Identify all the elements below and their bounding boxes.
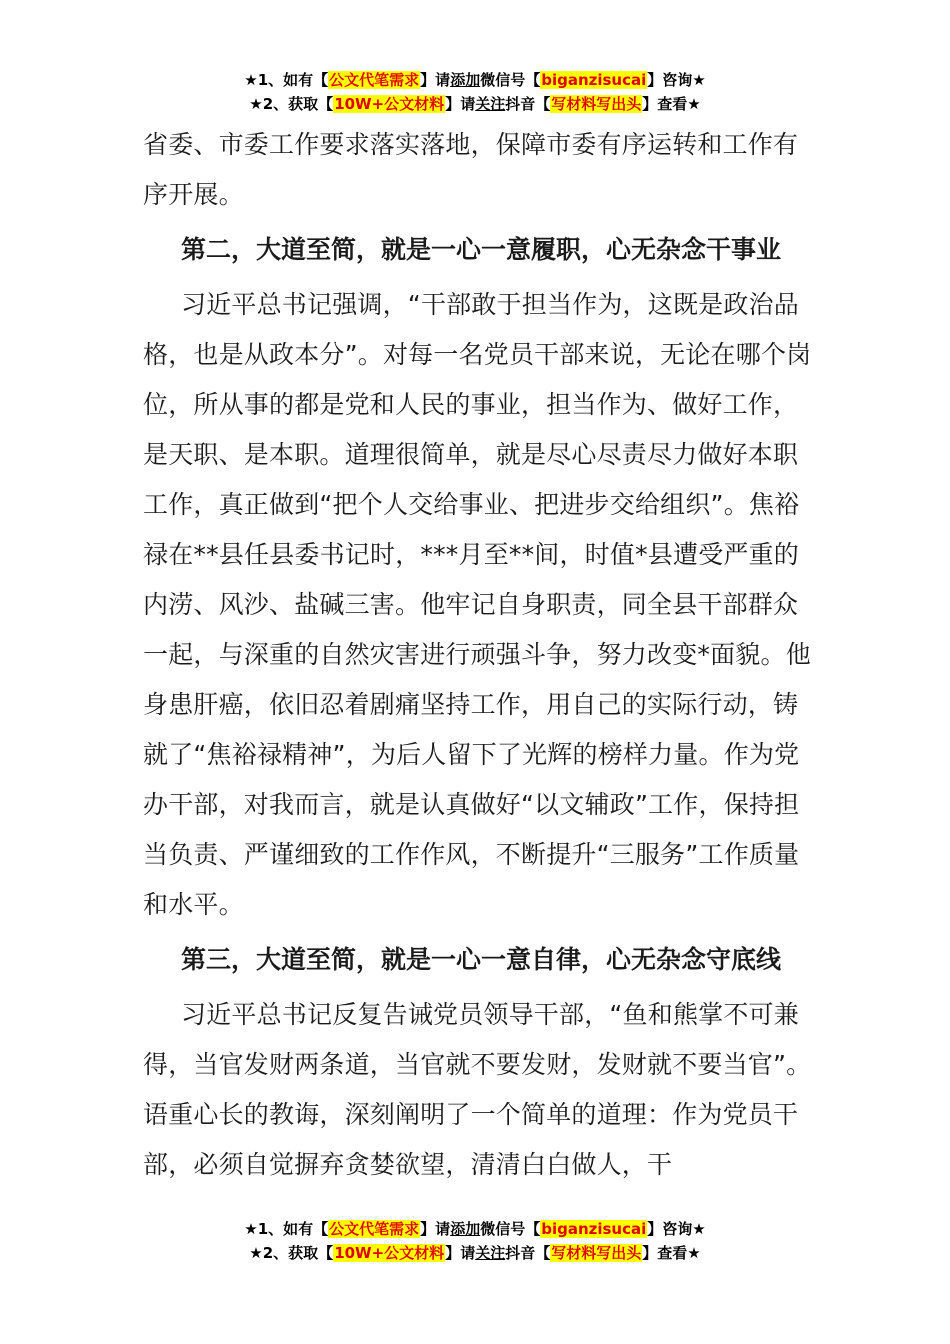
paragraph-2: 习近平总书记强调，“干部敢于担当作为，这既是政治品格，也是从政本分”。对每一名党员干部来说，无论在哪个岗位，所从事的都是党和人民的事业，担当作为、做好工作，是天职、是本职。道理很简单，就是尽心尽责尽力做好本职工作，真正做到“把个人交给事业、把进步交给组织”。焦裕禄在**县任县委书记时，***月至**间，时值*县遭受严重的内涝、风沙、盐碱三害。他牢记自身职责，同全县干部群众一起，与深重的自然灾害进行顽强斗争，努力改变*面貌。他身患肝癌，依旧忍着剧痛坚持工作，用自己的实际行动，铸就了“焦裕禄精神”，为后人留下了光辉的榜样力量。作为党办干部，对我而言，就是认真做好“以文辅政”工作，保持担当负责、严谨细致的工作作风，不断提升“三服务”工作质量和水平。 [143, 290, 812, 919]
wechat-id-highlight: biganzisucai [541, 1220, 647, 1238]
section-heading-3: 第三，大道至简，就是一心一意自律，心无杂念守底线 [181, 945, 782, 974]
banner-text: 】请 [420, 71, 451, 89]
banner-text: ★1、如有【 [244, 1220, 329, 1238]
banner-highlight: 公文代笔需求 [329, 1220, 420, 1238]
top-banner [0, 68, 950, 116]
banner-text: 】请 [420, 1220, 451, 1238]
banner-text: ★1、如有【 [244, 71, 329, 89]
banner-line-2 [0, 1241, 950, 1265]
banner-underline: 关注 [475, 95, 506, 113]
banner-text: 微信号【 [480, 1220, 541, 1238]
paragraph-intro: 省委、市委工作要求落实落地，保障市委有序运转和工作有序开展。 [143, 130, 799, 209]
banner-text: ★2、获取【 [249, 95, 334, 113]
banner-text: 】请 [445, 1244, 476, 1262]
banner-line-1 [0, 1217, 950, 1241]
banner-text: 】咨询★ [647, 1220, 706, 1238]
bottom-banner [0, 1217, 950, 1265]
wechat-id-highlight: biganzisucai [541, 71, 647, 89]
banner-text: 】查看★ [642, 95, 701, 113]
banner-text: 抖音【 [505, 95, 551, 113]
banner-line-2 [0, 92, 950, 116]
banner-line-1 [0, 68, 950, 92]
douyin-id-highlight: 写材料写出头 [551, 1244, 642, 1262]
banner-text: 】请 [445, 95, 476, 113]
banner-underline: 添加 [450, 71, 481, 89]
banner-text: 微信号【 [480, 71, 541, 89]
banner-text: 】咨询★ [647, 71, 706, 89]
banner-highlight: 10W+公文材料 [334, 1244, 445, 1262]
banner-text: 抖音【 [505, 1244, 551, 1262]
banner-underline: 关注 [475, 1244, 506, 1262]
douyin-id-highlight: 写材料写出头 [551, 95, 642, 113]
banner-highlight: 10W+公文材料 [334, 95, 445, 113]
banner-highlight: 公文代笔需求 [329, 71, 420, 89]
section-heading-2: 第二，大道至简，就是一心一意履职，心无杂念干事业 [181, 235, 782, 264]
banner-text: ★2、获取【 [249, 1244, 334, 1262]
banner-underline: 添加 [450, 1220, 481, 1238]
paragraph-3: 习近平总书记反复告诫党员领导干部，“鱼和熊掌不可兼得，当官发财两条道，当官就不要发财，发财就不要当官”。语重心长的教诲，深刻阐明了一个简单的道理：作为党员干部，必须自觉摒弃贪婪欲望，清清白白做人，干 [143, 1000, 812, 1179]
banner-text: 】查看★ [642, 1244, 701, 1262]
document-body [143, 120, 823, 1190]
